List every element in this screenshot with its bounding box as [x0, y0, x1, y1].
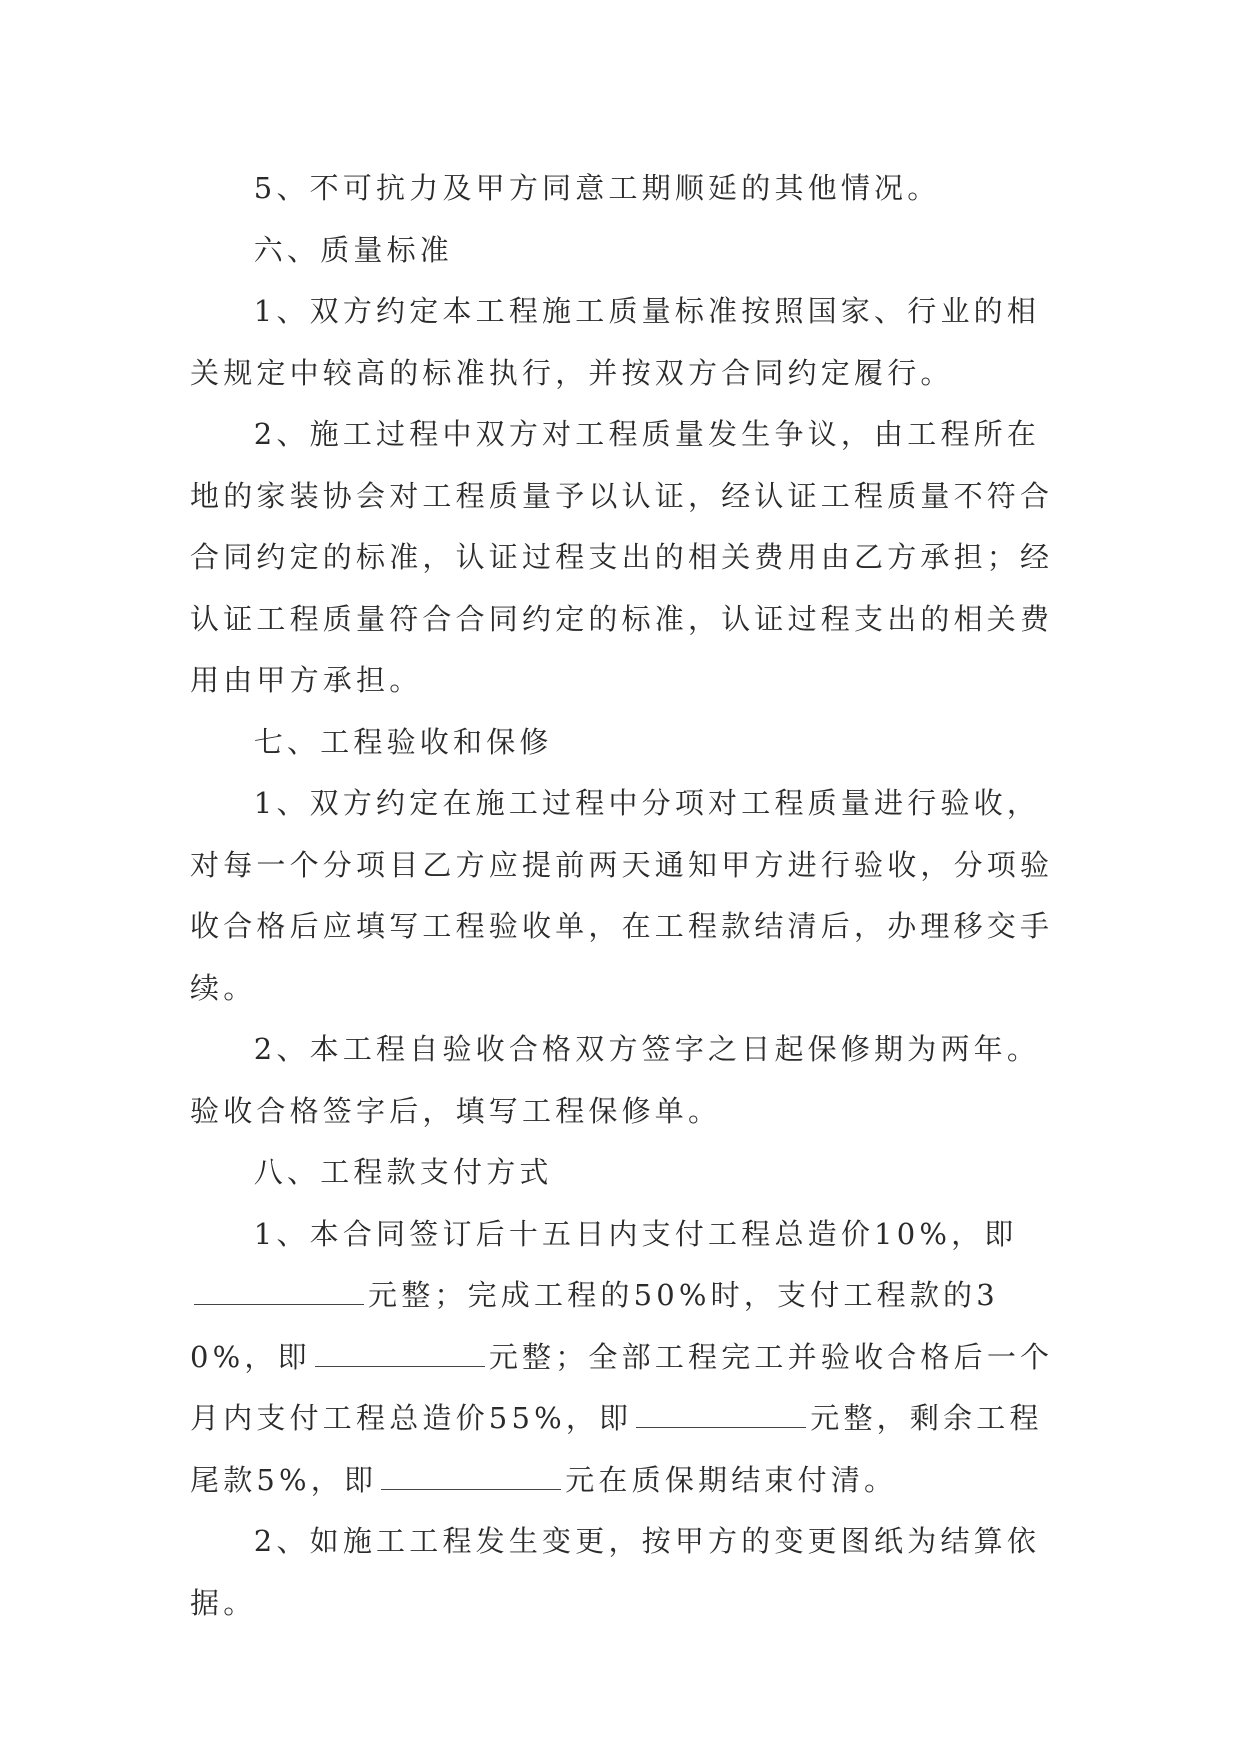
payment-text-5: 元在质保期结束付清。	[565, 1462, 898, 1497]
payment-text-1: 1、本合同签订后十五日内支付工程总造价10%，即	[253, 1216, 1018, 1251]
paragraph-force-majeure: 5、不可抗力及甲方同意工期顺延的其他情况。	[253, 171, 941, 205]
payment-text-2: 元整；完成工程的50%时，支付工程款的30%，即	[190, 1278, 999, 1374]
section-heading-acceptance-warranty: 七、工程验收和保修	[253, 724, 553, 759]
section-heading-quality-standard: 六、质量标准	[253, 232, 453, 267]
amount-blank-1[interactable]	[194, 1276, 364, 1305]
paragraph-payment-schedule	[190, 1204, 1060, 1512]
amount-blank-2[interactable]	[315, 1338, 485, 1367]
section-heading-payment-method: 八、工程款支付方式	[253, 1155, 553, 1189]
paragraph-change-settlement: 2、如施工工程发生变更，按甲方的变更图纸为结算依据。	[190, 1524, 1041, 1620]
payment-text-3: 元整；全部工程完工并验收合格后一个月内支付工程总造价55%，即	[190, 1339, 1054, 1435]
document-body	[190, 158, 1060, 1634]
paragraph-quality-dispute: 2、施工过程中双方对工程质量发生争议，由工程所在地的家装协会对工程质量予以认证，经认证工程质量不符合合同约定的标准，认证过程支出的相关费用由乙方承担；经认证工程质量符合合同约定的标准，认证过程支出的相关费用由甲方承担。	[190, 417, 1054, 697]
amount-blank-3[interactable]	[636, 1399, 806, 1428]
paragraph-warranty: 2、本工程自验收合格双方签字之日起保修期为两年。验收合格签字后，填写工程保修单。	[190, 1032, 1041, 1128]
paragraph-quality-standard-1: 1、双方约定本工程施工质量标准按照国家、行业的相关规定中较高的标准执行，并按双方合同约定履行。	[190, 294, 1041, 390]
payment-text-4: 元整，剩余工程尾款5%，即	[190, 1401, 1043, 1497]
paragraph-acceptance: 1、双方约定在施工过程中分项对工程质量进行验收，对每一个分项目乙方应提前两天通知甲方进行验收，分项验收合格后应填写工程验收单，在工程款结清后，办理移交手续。	[190, 786, 1054, 1005]
amount-blank-4[interactable]	[381, 1461, 561, 1490]
